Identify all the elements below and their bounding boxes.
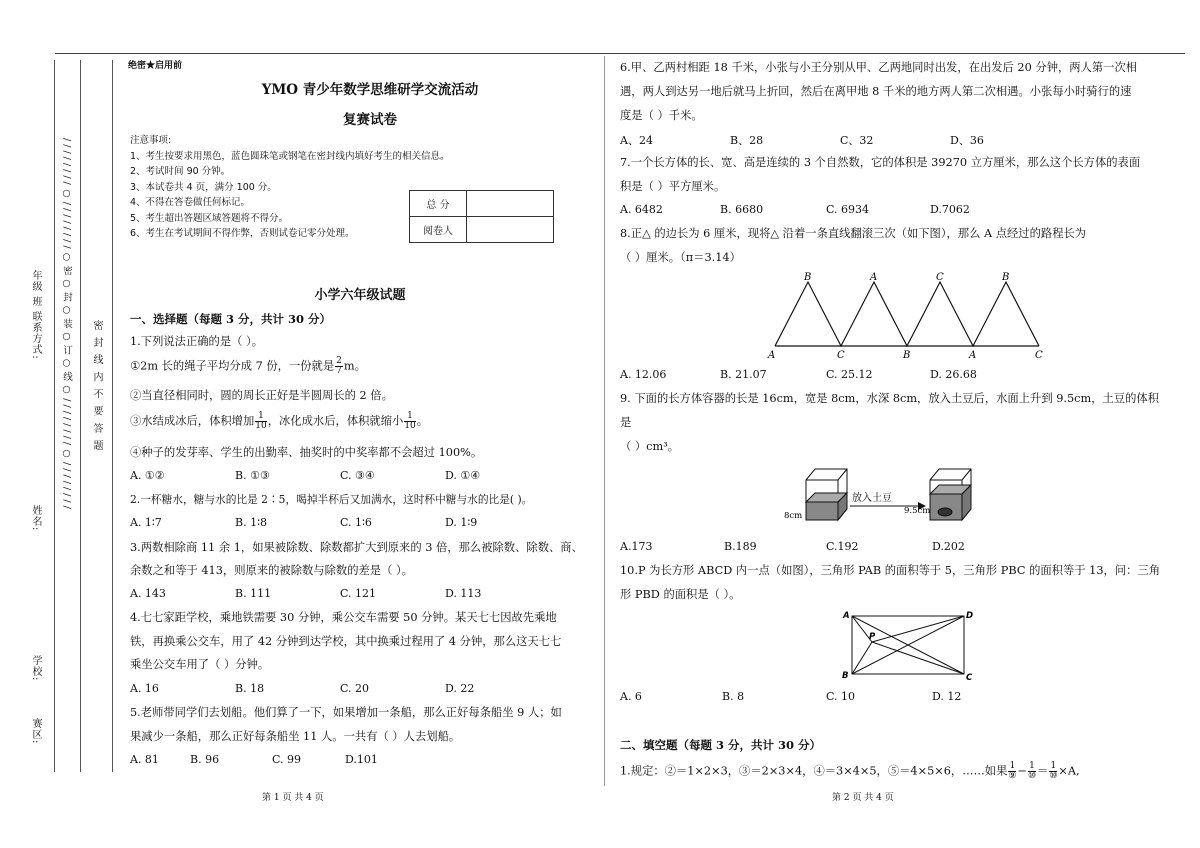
q8-option-b[interactable]: B. 21.07	[720, 368, 767, 381]
grader-label: 阅卷人	[410, 217, 467, 243]
notice-item: 2、考试时间 90 分钟。	[130, 166, 231, 177]
q7-option-d[interactable]: D.7062	[930, 203, 970, 216]
page-footer-left: 第 1 页 共 4 页	[262, 793, 324, 803]
no-answer-warning: 密 封 线 内 不 要 答 题	[91, 320, 102, 453]
q1-s1-unit: m。	[343, 359, 366, 373]
section-1-heading: 一、选择题（每题 3 分，共计 30 分）	[130, 312, 332, 326]
vertex-label: B	[804, 272, 812, 283]
numerator: 1	[1029, 761, 1035, 771]
notice-heading: 注意事项:	[130, 135, 172, 146]
q10-option-c[interactable]: C. 10	[826, 690, 856, 703]
q6-line-2: 遇，两人到达另一地后就马上折回，然后在离甲地 8 千米的地方两人第二次相遇。小张每小时骑行的速	[620, 85, 1132, 98]
fraction	[1049, 762, 1057, 781]
q1-s3-text-b: ，冰化成水后，体积就缩小	[267, 414, 404, 428]
vertex-label: A	[870, 272, 878, 283]
q6-option-b[interactable]: B、28	[730, 134, 764, 147]
numerator: 2	[336, 356, 342, 366]
fill-q1-tail: ×A,	[1058, 764, 1080, 778]
point-label-b: B	[842, 671, 849, 680]
q2-option-a[interactable]: A. 1∶7	[130, 516, 162, 529]
page-footer-right: 第 2 页 共 4 页	[832, 793, 894, 803]
numerator: 1	[255, 412, 266, 422]
q7-option-c[interactable]: C. 6934	[826, 203, 870, 216]
q9-option-a[interactable]: A.173	[620, 540, 653, 553]
total-score-label: 总 分	[410, 191, 467, 217]
q10-option-d[interactable]: D. 12	[932, 690, 962, 703]
q8-line-1: 8.正△ 的边长为 6 厘米，现将△ 沿着一条直线翻滚三次（如下图），那么 A 点经过的路程长为	[620, 227, 1087, 240]
class-contact-label: 年级 班 联系方式:	[30, 270, 41, 360]
q6-option-c[interactable]: C、32	[840, 134, 874, 147]
vertex-label: A	[969, 350, 977, 360]
q1-option-b[interactable]: B. ①③	[235, 469, 270, 482]
q1-s3-text-c: 。	[416, 414, 429, 428]
container-figure	[778, 462, 978, 534]
numerator: 1	[1050, 761, 1057, 771]
q8-line-2: （ ）厘米。（π＝3.14）	[620, 251, 741, 264]
q10-option-a[interactable]: A. 6	[620, 690, 642, 703]
q4-option-b[interactable]: B. 18	[235, 682, 265, 695]
q10-line-2: 形 PBD 的面积是（ ）。	[620, 588, 741, 601]
vertex-label: C	[1035, 350, 1043, 360]
q1-s3-text-a: ③水结成冰后，体积增加	[130, 414, 255, 428]
q6-line-1: 6.甲、乙两村相距 18 千米，小张与小王分别从甲、乙两地同时出发，在出发后 20 分钟，两人第一次相	[620, 61, 1138, 74]
fraction	[1028, 762, 1036, 781]
q6-option-d[interactable]: D、36	[950, 134, 984, 147]
q9-line-3: （ ）cm³。	[620, 440, 680, 453]
q1-option-d[interactable]: D. ①④	[445, 469, 481, 482]
vertex-label: A	[768, 350, 776, 360]
top-rule	[55, 53, 1185, 54]
point-label-c: C	[966, 673, 973, 680]
q4-line-3: 乘坐公交车用了（ ）分钟。	[130, 658, 270, 671]
grader-cell[interactable]	[467, 217, 554, 243]
vertex-label: B	[1002, 272, 1010, 283]
q2-option-c[interactable]: C. 1∶6	[340, 516, 372, 529]
q4-line-1: 4.七七家距学校，乘地铁需要 30 分钟，乘公交车需要 50 分钟。某天七七因故先乘地	[130, 611, 557, 624]
notice-item: 6、考生在考试期间不得作弊，否则试卷记零分处理。	[130, 228, 355, 239]
numerator: 1	[404, 412, 415, 422]
denominator: ⑩	[1049, 771, 1058, 781]
notice-item: 5、考生超出答题区域答题将不得分。	[130, 212, 289, 224]
fraction	[1008, 762, 1016, 781]
q2-option-d[interactable]: D. 1∶9	[445, 516, 478, 529]
exam-subtitle: 复赛试卷	[343, 112, 397, 128]
q9-option-b[interactable]: B.189	[724, 540, 757, 553]
minus-sign: −	[1017, 764, 1027, 778]
q3-line-2: 余数之和等于 413，则原来的被除数与除数的差是（ ）。	[130, 564, 413, 577]
grade-title: 小学六年级试题	[314, 288, 406, 303]
confidential-mark: 绝密★启用前	[128, 61, 183, 71]
q2-stem: 2.一杯糖水，糖与水的比是 2∶5，喝掉半杯后又加满水，这时杯中糖与水的比是( )。	[130, 493, 533, 506]
fraction	[335, 357, 343, 376]
q3-option-a[interactable]: A. 143	[130, 587, 166, 600]
fraction	[255, 412, 266, 431]
denominator: ⑩	[1027, 771, 1037, 781]
name-label: 姓名:	[30, 505, 41, 532]
triangle-zigzag	[775, 282, 1039, 346]
exam-title: YMO 青少年数学思维研学交流活动	[261, 82, 479, 98]
point-label-d: D	[966, 611, 974, 621]
q1-statement-4: ④种子的发芽率、学生的出勤率、抽奖时的中奖率都不会超过 100%。	[130, 446, 483, 459]
notice-item: 3、本试卷共 4 页，满分 100 分。	[130, 181, 277, 193]
q4-option-a[interactable]: A. 16	[130, 682, 159, 695]
q2-option-b[interactable]: B. 1∶8	[235, 516, 267, 529]
q9-option-c[interactable]: C.192	[826, 540, 859, 553]
potato-shape	[938, 508, 952, 516]
vertex-label: C	[936, 272, 944, 283]
arrow-label: 放入土豆	[852, 493, 892, 504]
q9-line-2: 是	[620, 416, 632, 429]
binding-line-3	[112, 60, 113, 772]
q1-option-c[interactable]: C. ③④	[340, 469, 375, 482]
school-label: 学校:	[30, 655, 41, 682]
denominator: ⑨	[1008, 771, 1017, 781]
vertex-label: B	[903, 350, 911, 360]
region-label: 赛区:	[30, 718, 41, 745]
denominator: 7	[336, 366, 342, 376]
section-2-heading: 二、填空题（每题 3 分，共计 30 分）	[620, 738, 822, 752]
q7-option-a[interactable]: A. 6482	[620, 203, 663, 216]
q8-option-c[interactable]: C. 25.12	[826, 368, 873, 381]
q1-statement-2: ②当直径相同时，圆的周长正好是半圆周长的 2 倍。	[130, 389, 393, 402]
q9-line-1: 9. 下面的长方体容器的长是 16cm，宽是 8cm，水深 8cm，放入土豆后，水面上升到 9.5cm，土豆的体积	[620, 392, 1159, 405]
q3-option-c[interactable]: C. 121	[340, 587, 377, 600]
q1-statement-1	[130, 357, 366, 376]
water-level	[806, 502, 838, 520]
binding-line-2	[80, 60, 81, 772]
point-label-a: A	[843, 611, 850, 621]
q1-s1-text: ①2m 长的绳子平均分成 7 份，一份就是	[130, 359, 335, 373]
q5-option-a[interactable]: A. 81	[130, 753, 159, 766]
fraction	[404, 412, 415, 431]
point-label-p: P	[869, 632, 876, 642]
notice-item: 1、考生按要求用黑色，蓝色圆珠笔或钢笔在密封线内填好考生的相关信息。	[130, 150, 450, 162]
q5-line-2: 果减少一条船，那么正好每条船坐 11 人。一共有（ ）人去划船。	[130, 730, 461, 743]
page-divider	[604, 56, 605, 786]
equals-sign: ＝	[1037, 764, 1049, 778]
notice-item: 4、不得在答卷做任何标记。	[130, 197, 251, 208]
depth-label-95cm: 9.5cm	[904, 506, 931, 516]
q1-option-a[interactable]: A. ①②	[130, 469, 165, 482]
numerator: 1	[1009, 761, 1016, 771]
rectangle-figure	[838, 608, 978, 680]
q4-option-d[interactable]: D. 22	[445, 682, 475, 695]
depth-label-8cm: 8cm	[784, 511, 803, 521]
q1-stem: 1.下列说法正确的是（ ）。	[130, 335, 263, 348]
q10-line-1: 10.P 为长方形 ABCD 内一点（如图），三角形 PAB 的面积等于 5，三角形 PBC 的面积等于 13，问：三角	[620, 564, 1161, 577]
q3-option-b[interactable]: B. 111	[235, 587, 272, 600]
q5-option-b[interactable]: B. 96	[190, 753, 220, 766]
q7-line-2: 积是（ ）平方厘米。	[620, 180, 726, 193]
q6-option-a[interactable]: A、24	[620, 134, 653, 147]
denominator: 10	[255, 421, 267, 431]
q9-option-d[interactable]: D.202	[932, 540, 965, 553]
q5-option-c[interactable]: C. 99	[272, 753, 302, 766]
fill-q1	[620, 762, 1080, 781]
seal-line: / / / / / / / / ○ / / / / / / / / ○ 密 ○ 封 ○ 装 ○ 订 ○ 线 ○ / / / / / / / / ○ / / / / / / / /	[61, 138, 72, 509]
fill-q1-text: 1.规定：②＝1×2×3，③＝2×3×4，④＝3×4×5，⑤＝4×5×6，……如果	[620, 764, 1008, 778]
q3-option-d[interactable]: D. 113	[445, 587, 482, 600]
rolling-triangle-figure	[760, 268, 1060, 360]
binding-line-1	[54, 60, 55, 772]
q5-line-1: 5.老师带同学们去划船。他们算了一下，如果增加一条船，那么正好每条船坐 9 人；如	[130, 706, 562, 719]
q8-option-d[interactable]: D. 26.68	[930, 368, 977, 381]
q7-line-1: 7.一个长方体的长、宽、高是连续的 3 个自然数，它的体积是 39270 立方厘米，那么这个长方体的表面	[620, 156, 1141, 169]
q8-option-a[interactable]: A. 12.06	[620, 368, 667, 381]
score-table	[409, 190, 554, 243]
q10-option-b[interactable]: B. 8	[722, 690, 745, 703]
q1-statement-3	[130, 412, 428, 431]
total-score-cell[interactable]	[467, 191, 554, 217]
vertex-label: C	[837, 350, 845, 360]
q3-line-1: 3.两数相除商 11 余 1，如果被除数、除数都扩大到原来的 3 倍，那么被除数、除数、商、	[130, 541, 583, 554]
q5-option-d[interactable]: D.101	[345, 753, 378, 766]
q4-line-2: 铁，再换乘公交车，用了 42 分钟到达学校，其中换乘过程用了 4 分钟，那么这天七七	[130, 635, 562, 648]
notice-box	[130, 133, 450, 242]
q7-option-b[interactable]: B. 6680	[720, 203, 764, 216]
denominator: 10	[404, 421, 416, 431]
q4-option-c[interactable]: C. 20	[340, 682, 370, 695]
q6-line-3: 度是（ ）千米。	[620, 109, 703, 122]
